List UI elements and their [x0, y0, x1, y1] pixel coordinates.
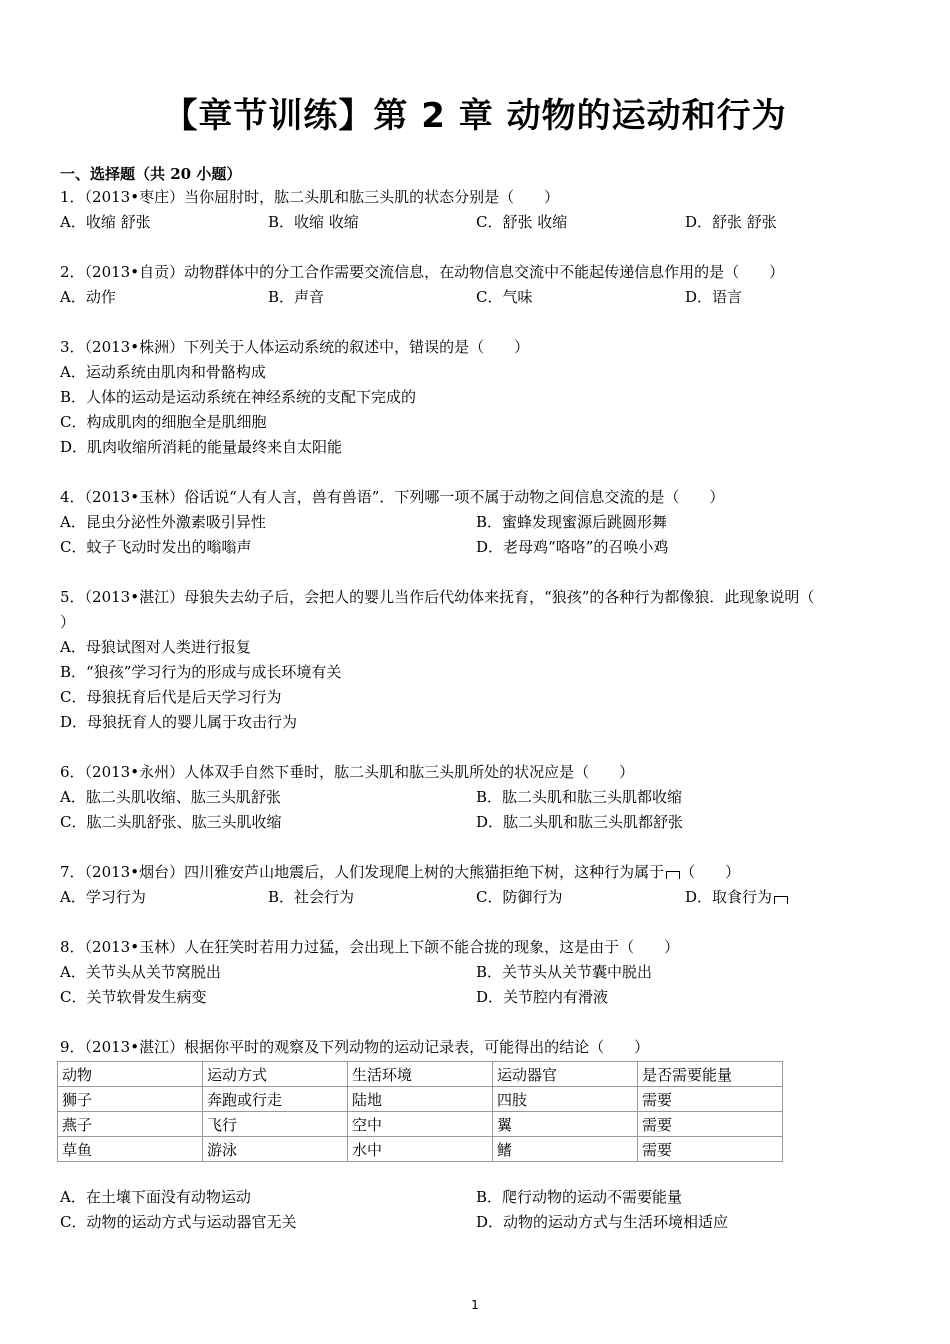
q5-option-b: B．“狼孩”学习行为的形成与成长环境有关	[60, 663, 342, 681]
q8-option-c: C．关节软骨发生病变	[60, 988, 207, 1006]
table-header-row	[58, 1062, 783, 1087]
q6-option-b: B．肱二头肌和肱三头肌都收缩	[476, 788, 683, 806]
q9-option-b: B．爬行动物的运动不需要能量	[476, 1188, 683, 1206]
question-5-stem: 5．（2013•湛江）母狼失去幼子后，会把人的婴儿当作后代幼体来抚育，“狼孩”的各种行为都像狼．此现象说明（	[60, 588, 815, 606]
underline-marker	[774, 896, 788, 904]
question-3-stem: 3．（2013•株洲）下列关于人体运动系统的叙述中，错误的是（ ）	[60, 338, 530, 356]
q5-option-c: C．母狼抚育后代是后天学习行为	[60, 688, 282, 706]
table-cell: 奔跑或行走	[203, 1087, 348, 1112]
table-row	[58, 1137, 783, 1162]
question-9-stem: 9．（2013•湛江）根据你平时的观察及下列动物的运动记录表，可能得出的结论（ ）	[60, 1038, 650, 1056]
q4-option-b: B．蜜蜂发现蜜源后跳圆形舞	[476, 513, 668, 531]
q3-option-d: D．肌肉收缩所消耗的能量最终来自太阳能	[60, 438, 343, 456]
q7-option-a: A．学习行为	[60, 888, 146, 906]
q2-option-c: C．气味	[476, 288, 533, 306]
table-cell: 需要	[638, 1087, 783, 1112]
q4-option-d: D．老母鸡“咯咯”的召唤小鸡	[476, 538, 669, 556]
table-cell: 狮子	[58, 1087, 203, 1112]
question-7-stem-tail: （ ）	[680, 863, 741, 881]
table-cell: 游泳	[203, 1137, 348, 1162]
question-4-stem: 4．（2013•玉林）俗话说“人有人言，兽有兽语”．下列哪一项不属于动物之间信息交流的是（ ）	[60, 488, 725, 506]
q6-option-d: D．肱二头肌和肱三头肌都舒张	[476, 813, 684, 831]
table-header-cell: 动物	[58, 1062, 203, 1087]
q2-option-d: D．语言	[685, 288, 743, 306]
question-7-line	[60, 862, 740, 882]
q1-option-b: B．收缩 收缩	[268, 213, 359, 231]
q3-option-c: C．构成肌肉的细胞全是肌细胞	[60, 413, 267, 431]
question-5-stem-cont: ）	[60, 613, 76, 631]
table-cell: 水中	[348, 1137, 493, 1162]
q7-option-b: B．社会行为	[268, 888, 355, 906]
table-row	[58, 1087, 783, 1112]
table-header-cell: 运动器官	[493, 1062, 638, 1087]
q6-option-a: A．肱二头肌收缩、肱三头肌舒张	[60, 788, 281, 806]
animal-motion-table	[57, 1061, 783, 1162]
table-row	[58, 1112, 783, 1137]
question-1-stem: 1．（2013•枣庄）当你屈肘时，肱二头肌和肱三头肌的状态分别是（ ）	[60, 188, 560, 206]
q5-option-a: A．母狼试图对人类进行报复	[60, 638, 251, 656]
table-header-cell: 生活环境	[348, 1062, 493, 1087]
table-cell: 需要	[638, 1112, 783, 1137]
q1-option-a: A．收缩 舒张	[60, 213, 151, 231]
q9-option-c: C．动物的运动方式与运动器官无关	[60, 1213, 297, 1231]
table-cell: 空中	[348, 1112, 493, 1137]
table-cell: 燕子	[58, 1112, 203, 1137]
q9-option-a: A．在土壤下面没有动物运动	[60, 1188, 251, 1206]
q4-option-c: C．蚊子飞动时发出的嗡嗡声	[60, 538, 252, 556]
underline-marker	[666, 871, 680, 879]
table-header-cell: 是否需要能量	[638, 1062, 783, 1087]
q7-option-d-wrap	[685, 887, 788, 907]
q3-option-a: A．运动系统由肌肉和骨骼构成	[60, 363, 266, 381]
q8-option-d: D．关节腔内有滑液	[476, 988, 609, 1006]
table-cell: 鳍	[493, 1137, 638, 1162]
table-cell: 翼	[493, 1112, 638, 1137]
question-7-stem: 7．（2013•烟台）四川雅安芦山地震后，人们发现爬上树的大熊猫拒绝下树，这种行为属于	[60, 863, 665, 881]
table-cell: 需要	[638, 1137, 783, 1162]
question-8-stem: 8．（2013•玉林）人在狂笑时若用力过猛，会出现上下颌不能合拢的现象，这是由于（ ）	[60, 938, 680, 956]
q2-option-b: B．声音	[268, 288, 325, 306]
q7-option-d: D．取食行为	[685, 888, 773, 906]
question-2-stem: 2．（2013•自贡）动物群体中的分工合作需要交流信息，在动物信息交流中不能起传递信息作用的是（ ）	[60, 263, 785, 281]
q6-option-c: C．肱二头肌舒张、肱三头肌收缩	[60, 813, 282, 831]
page-number: 1	[471, 1298, 479, 1312]
q5-option-d: D．母狼抚育人的婴儿属于攻击行为	[60, 713, 298, 731]
q4-option-a: A．昆虫分泌性外激素吸引异性	[60, 513, 266, 531]
q8-option-b: B．关节头从关节囊中脱出	[476, 963, 653, 981]
q3-option-b: B．人体的运动是运动系统在神经系统的支配下完成的	[60, 388, 417, 406]
q7-option-c: C．防御行为	[476, 888, 563, 906]
q2-option-a: A．动作	[60, 288, 116, 306]
q1-option-c: C．舒张 收缩	[476, 213, 568, 231]
q1-option-d: D．舒张 舒张	[685, 213, 777, 231]
table-cell: 飞行	[203, 1112, 348, 1137]
page-title: 【章节训练】第 2 章 动物的运动和行为	[163, 96, 787, 136]
table-cell: 四肢	[493, 1087, 638, 1112]
table-cell: 陆地	[348, 1087, 493, 1112]
question-6-stem: 6．（2013•永州）人体双手自然下垂时，肱二头肌和肱三头肌所处的状况应是（ ）	[60, 763, 635, 781]
table-cell: 草鱼	[58, 1137, 203, 1162]
q9-option-d: D．动物的运动方式与生活环境相适应	[476, 1213, 729, 1231]
table-header-cell: 运动方式	[203, 1062, 348, 1087]
section-heading: 一、选择题（共 20 小题）	[60, 165, 242, 183]
q8-option-a: A．关节头从关节窝脱出	[60, 963, 221, 981]
